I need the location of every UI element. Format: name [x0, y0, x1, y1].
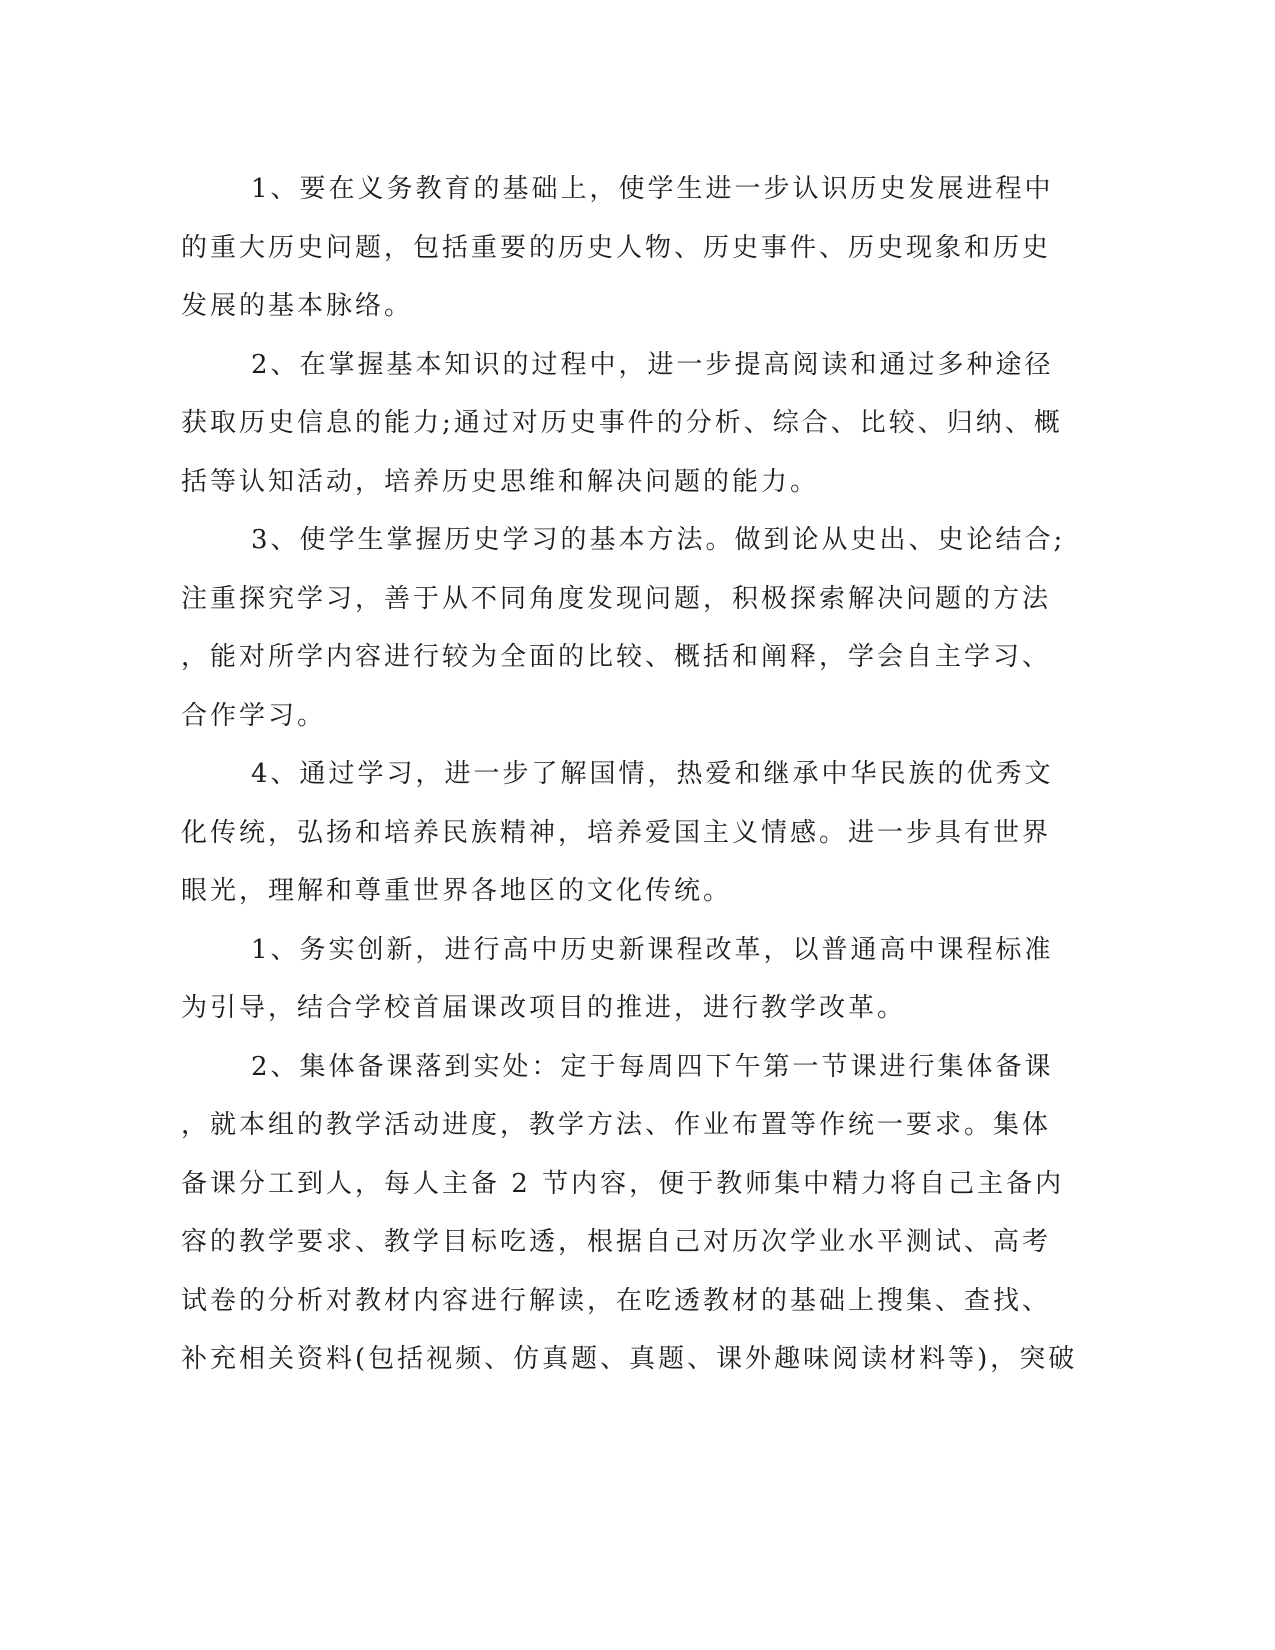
paragraph-line: ，能对所学内容进行较为全面的比较、概括和阐释，学会自主学习、	[181, 642, 1052, 672]
document-body	[181, 160, 1078, 1389]
paragraph-first-line: 2、集体备课落到实处：定于每周四下午第一节课进行集体备课	[251, 1051, 1054, 1082]
paragraph-line: 发展的基本脉络。	[181, 291, 414, 321]
paragraph-line: 获取历史信息的能力;通过对历史事件的分析、综合、比较、归纳、概	[181, 408, 1063, 438]
paragraph-line: 注重探究学习，善于从不同角度发现问题，积极探索解决问题的方法	[181, 583, 1052, 614]
paragraph-first-line: 1、务实创新，进行高中历史新课程改革，以普通高中课程标准	[251, 934, 1054, 965]
paragraph-line: 补充相关资料(包括视频、仿真题、真题、课外趣味阅读材料等)，突破	[181, 1344, 1078, 1374]
paragraph-first-line: 3、使学生掌握历史学习的基本方法。做到论从史出、史论结合;	[251, 525, 1066, 555]
paragraph-line: 容的教学要求、教学目标吃透，根据自己对历次学业水平测试、高考	[181, 1227, 1052, 1257]
paragraph-line: 为引导，结合学校首届课改项目的推进，进行教学改革。	[181, 993, 907, 1023]
paragraph-first-line: 2、在掌握基本知识的过程中，进一步提高阅读和通过多种途径	[251, 349, 1054, 380]
paragraph-line: 合作学习。	[181, 700, 327, 731]
paragraph-line: 的重大历史问题，包括重要的历史人物、历史事件、历史现象和历史	[181, 232, 1052, 263]
paragraph-line: 化传统，弘扬和培养民族精神，培养爱国主义情感。进一步具有世界	[181, 817, 1052, 848]
paragraph-line: 眼光，理解和尊重世界各地区的文化传统。	[181, 876, 733, 906]
paragraph-first-line: 4、通过学习，进一步了解国情，热爱和继承中华民族的优秀文	[251, 759, 1054, 789]
paragraph-line: 试卷的分析对教材内容进行解读，在吃透教材的基础上搜集、查找、	[181, 1285, 1052, 1316]
paragraph-line: 括等认知活动，培养历史思维和解决问题的能力。	[181, 466, 820, 497]
paragraph-line: ，就本组的教学活动进度，教学方法、作业布置等作统一要求。集体	[181, 1110, 1052, 1140]
paragraph-first-line: 1、要在义务教育的基础上，使学生进一步认识历史发展进程中	[251, 174, 1054, 204]
paragraph-line: 备课分工到人，每人主备 2 节内容，便于教师集中精力将自己主备内	[181, 1168, 1065, 1199]
